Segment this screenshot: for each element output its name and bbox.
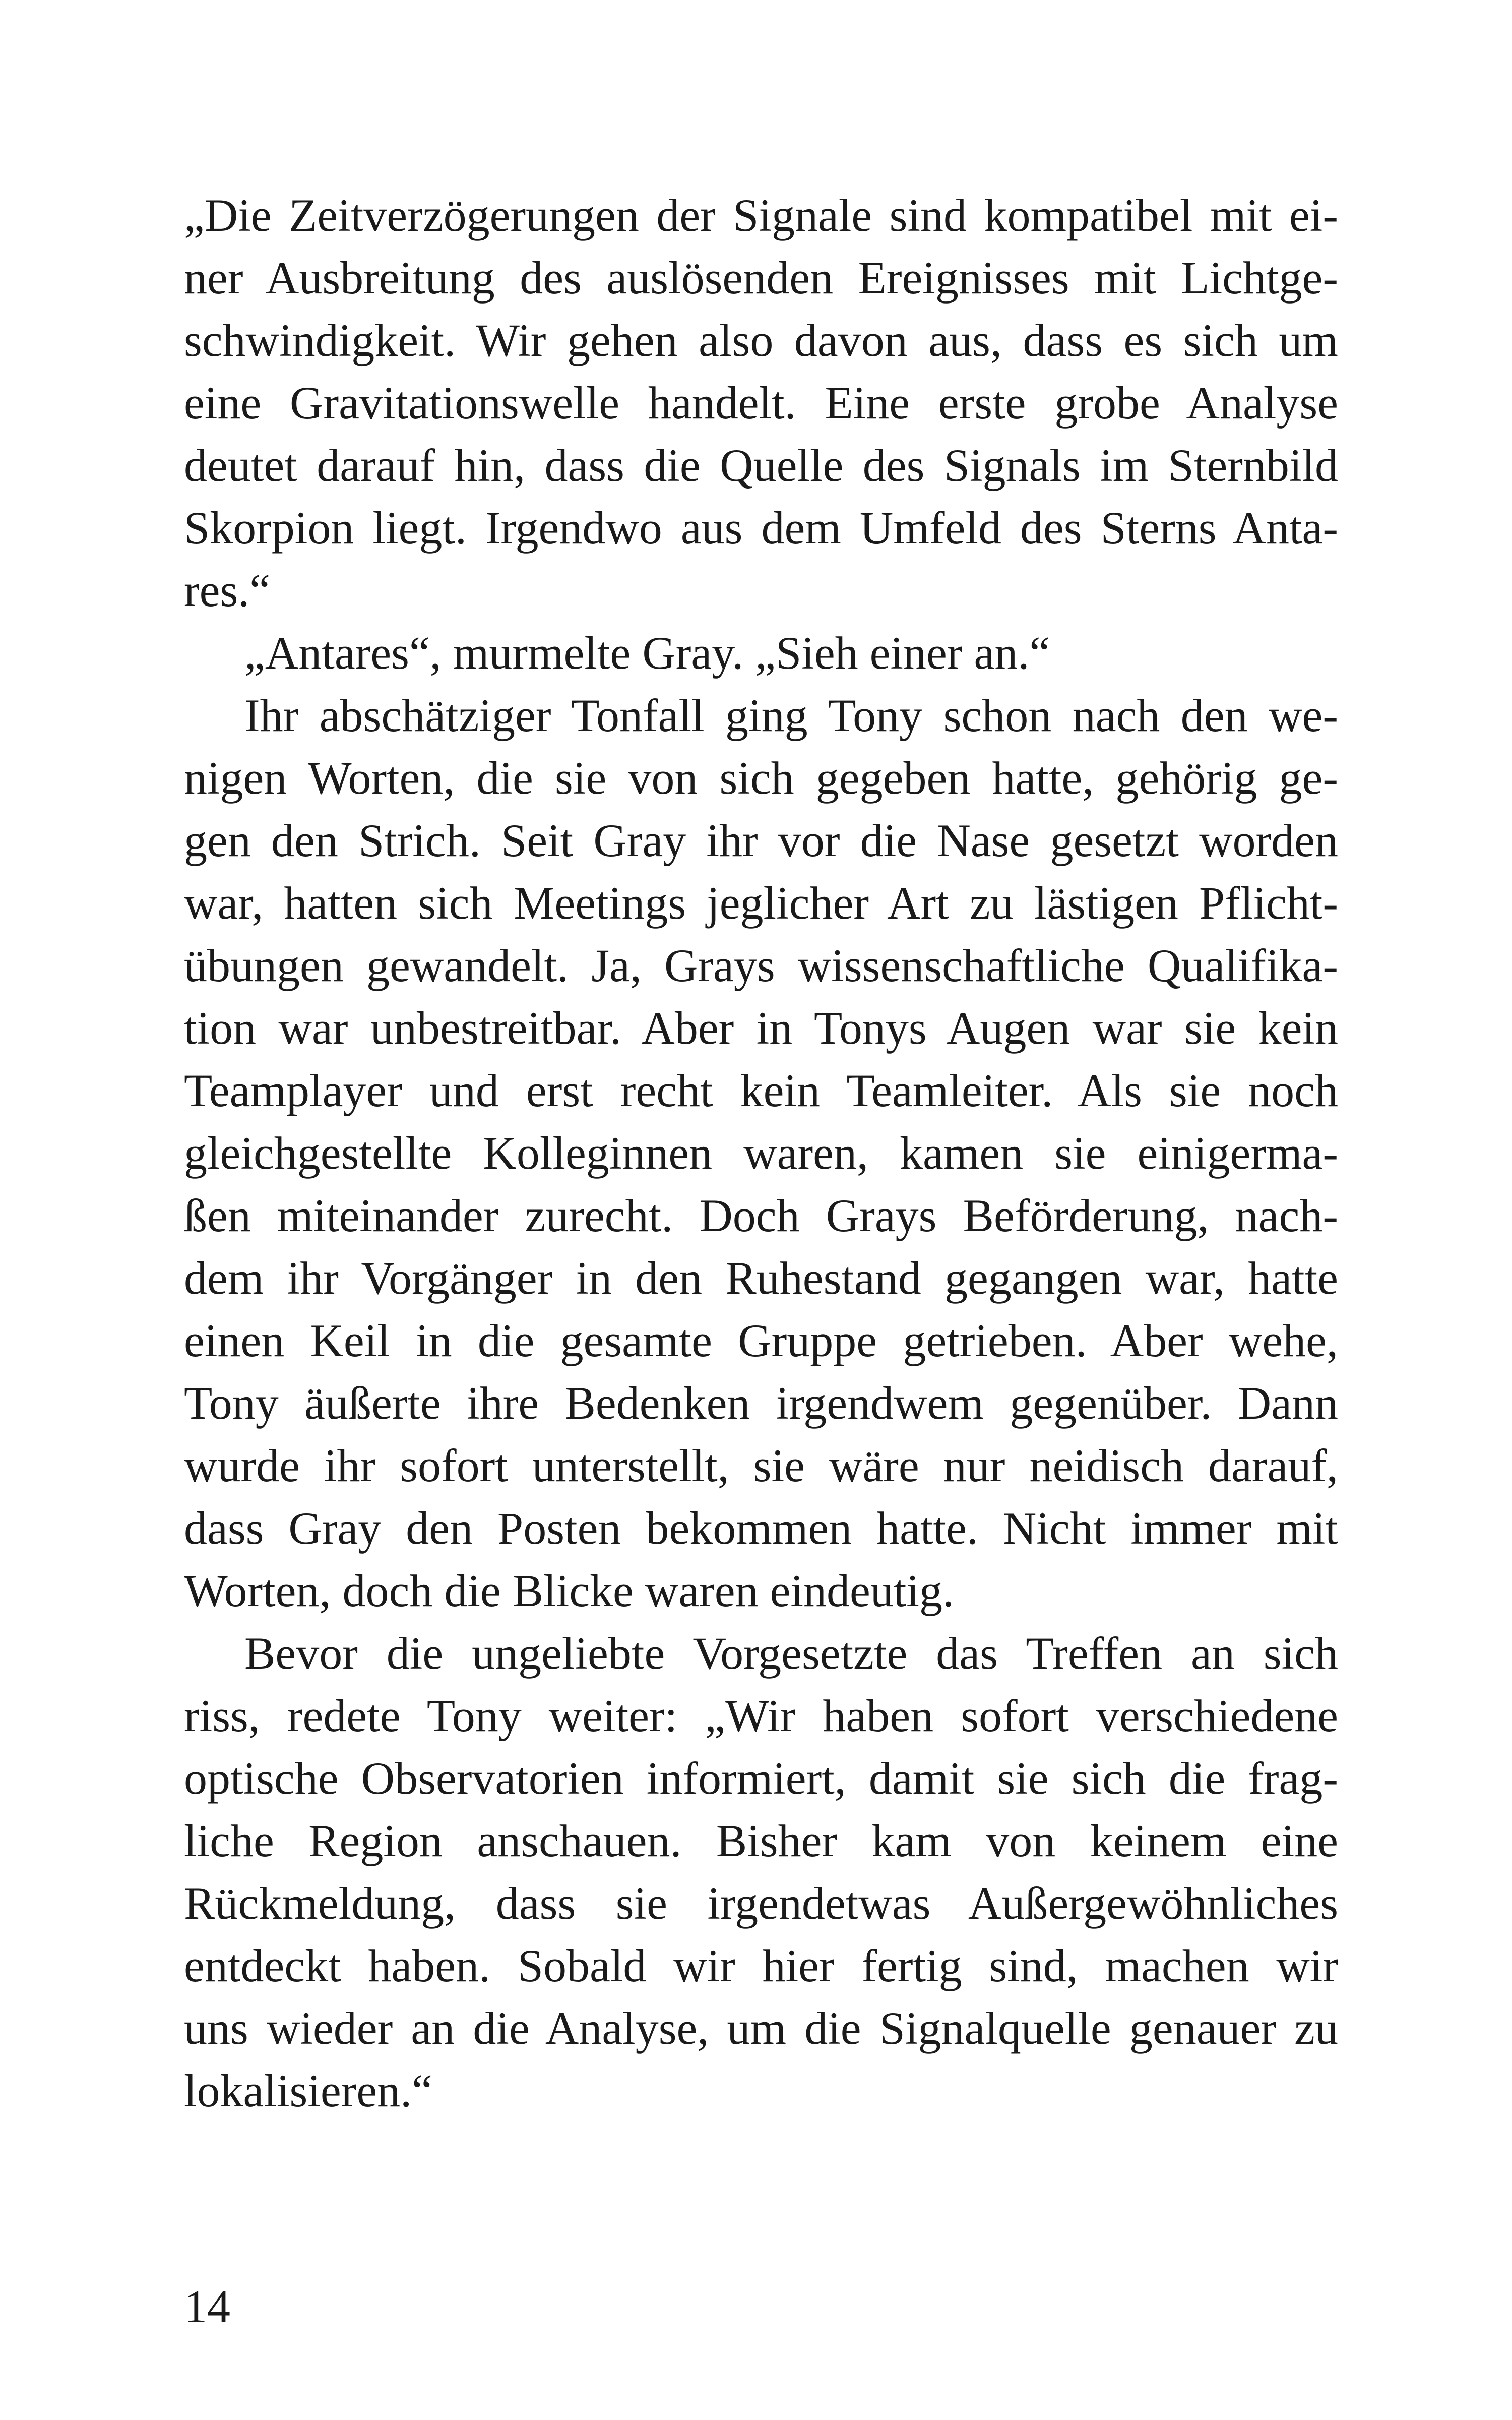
text-line: war, hatten sich Meetings jeglicher Art zu lästigen Pflicht-: [184, 877, 1338, 929]
page-number: 14: [184, 2281, 230, 2332]
text-line: deutet darauf hin, dass die Quelle des Signals im Sternbild: [184, 440, 1338, 491]
text-line: riss, redete Tony weiter: „Wir haben sofort verschiedene: [184, 1690, 1338, 1741]
text-line: lokalisieren.“: [184, 2065, 433, 2116]
text-line: wurde ihr sofort unterstellt, sie wäre nur neidisch darauf,: [184, 1440, 1338, 1491]
paragraph: [184, 1622, 1338, 2122]
text-line: liche Region anschauen. Bisher kam von keinem eine: [184, 1815, 1338, 1866]
text-line: Teamplayer und erst recht kein Teamleiter. Als sie noch: [184, 1065, 1338, 1116]
text-line: dem ihr Vorgänger in den Ruhestand gegangen war, hatte: [184, 1252, 1338, 1304]
text-line: gleichgestellte Kolleginnen waren, kamen sie einigerma-: [184, 1127, 1338, 1179]
text-line: Skorpion liegt. Irgendwo aus dem Umfeld des Sterns Anta-: [184, 502, 1338, 554]
text-line: dass Gray den Posten bekommen hatte. Nicht immer mit: [184, 1502, 1338, 1554]
text-line: ner Ausbreitung des auslösenden Ereignisses mit Lichtge-: [184, 252, 1338, 304]
paragraph: [184, 622, 1338, 684]
body-text: [184, 184, 1338, 2122]
paragraph: [184, 184, 1338, 622]
text-line: einen Keil in die gesamte Gruppe getrieben. Aber wehe,: [184, 1315, 1338, 1366]
text-line: „Die Zeitverzögerungen der Signale sind kompatibel mit ei-: [184, 190, 1338, 241]
text-line: optische Observatorien informiert, damit sie sich die frag-: [184, 1752, 1338, 1804]
text-line: res.“: [184, 565, 271, 616]
text-line: tion war unbestreitbar. Aber in Tonys Augen war sie kein: [184, 1002, 1338, 1054]
text-line: nigen Worten, die sie von sich gegeben hatte, gehörig ge-: [184, 752, 1338, 804]
text-line: Bevor die ungeliebte Vorgesetzte das Treffen an sich: [244, 1627, 1338, 1679]
paragraph: [184, 684, 1338, 1622]
text-line: „Antares“, murmelte Gray. „Sieh einer an.“: [244, 627, 1050, 679]
text-line: entdeckt haben. Sobald wir hier fertig sind, machen wir: [184, 1940, 1338, 1991]
text-line: Worten, doch die Blicke waren eindeutig.: [184, 1565, 954, 1616]
text-line: Rückmeldung, dass sie irgendetwas Außergewöhnliches: [184, 1878, 1338, 1929]
text-line: übungen gewandelt. Ja, Grays wissenschaftliche Qualifika-: [184, 940, 1338, 991]
text-line: uns wieder an die Analyse, um die Signalquelle genauer zu: [184, 2003, 1338, 2054]
text-line: Tony äußerte ihre Bedenken irgendwem gegenüber. Dann: [184, 1377, 1338, 1429]
text-line: eine Gravitationswelle handelt. Eine erste grobe Analyse: [184, 377, 1338, 429]
text-line: Ihr abschätziger Tonfall ging Tony schon nach den we-: [244, 690, 1338, 741]
text-line: ßen miteinander zurecht. Doch Grays Beförderung, nach-: [184, 1190, 1338, 1241]
text-line: schwindigkeit. Wir gehen also davon aus, dass es sich um: [184, 315, 1338, 366]
text-line: gen den Strich. Seit Gray ihr vor die Nase gesetzt worden: [184, 815, 1338, 866]
